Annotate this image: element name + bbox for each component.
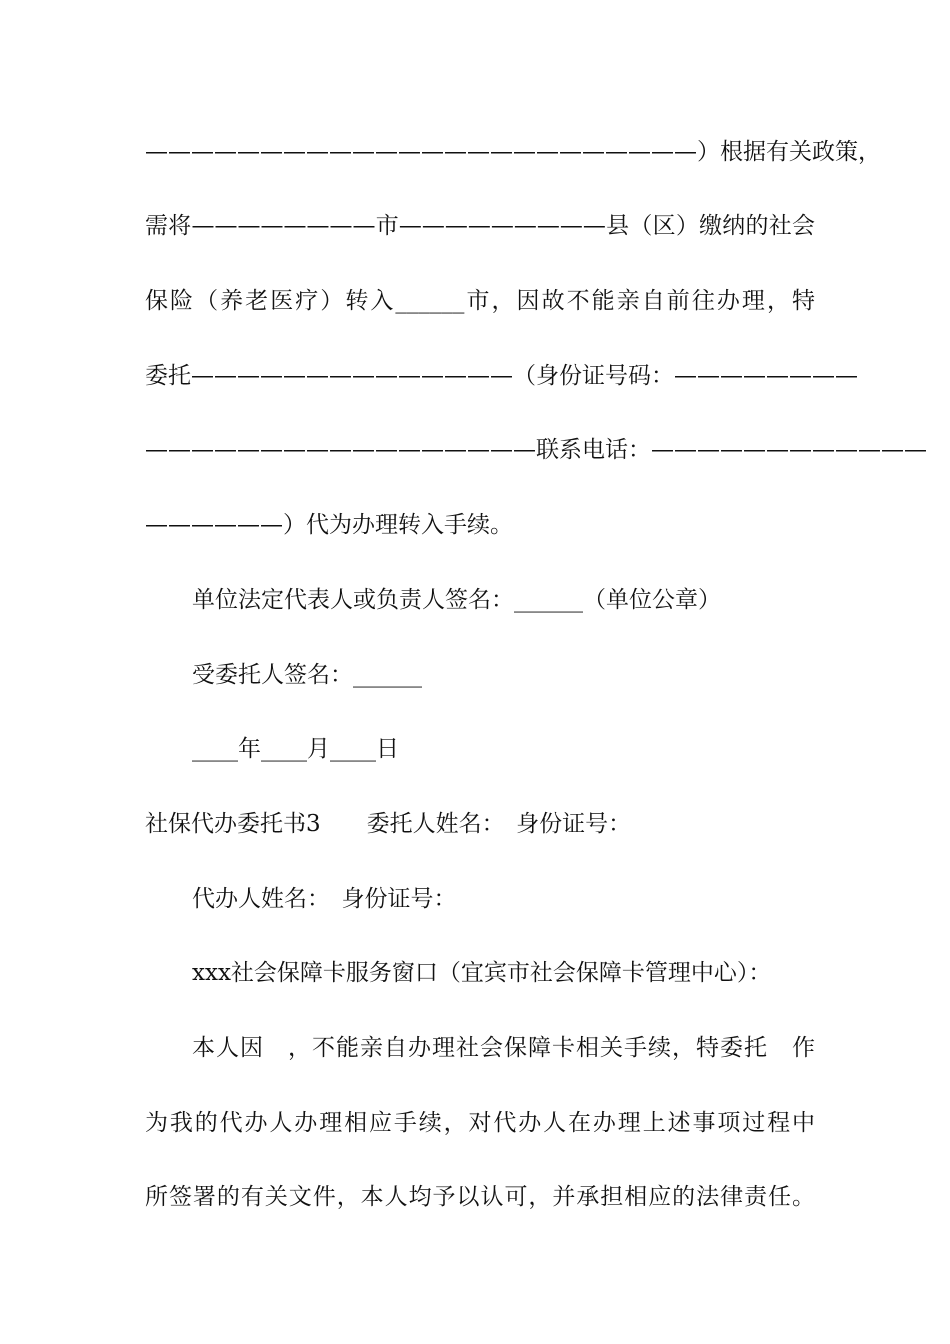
- text-line: ————————————————————————）根据有关政策，: [145, 139, 881, 165]
- signature-line-unit: 单位法定代表人或负责人签名：______（单位公章）: [192, 587, 721, 613]
- date-line: ____年____月____日: [192, 736, 399, 762]
- text-line: 委托——————————————（身份证号码：————————: [145, 363, 858, 389]
- text-line: ——————）代为办理转入手续。: [145, 512, 513, 538]
- text-line: 需将————————市—————————县（区）缴纳的社会: [145, 213, 815, 239]
- text-line: 所签署的有关文件，本人均予以认可，并承担相应的法律责任。: [145, 1184, 815, 1210]
- text-line: 代办人姓名： 身份证号：: [192, 886, 457, 912]
- text-line: 保险（养老医疗）转入______市，因故不能亲自前往办理，特: [145, 288, 815, 314]
- text-line: 为我的代办人办理相应手续，对代办人在办理上述事项过程中: [145, 1110, 815, 1136]
- signature-line-trustee: 受委托人签名：______: [192, 662, 422, 688]
- text-line: 本人因 ，不能亲自办理社会保障卡相关手续，特委托 作: [192, 1035, 815, 1061]
- addressee-line: xxx社会保障卡服务窗口（宜宾市社会保障卡管理中心）：: [192, 960, 772, 986]
- text-line: —————————————————联系电话：————————————: [145, 437, 927, 463]
- section-heading: 社保代办委托书3 委托人姓名： 身份证号：: [145, 811, 632, 837]
